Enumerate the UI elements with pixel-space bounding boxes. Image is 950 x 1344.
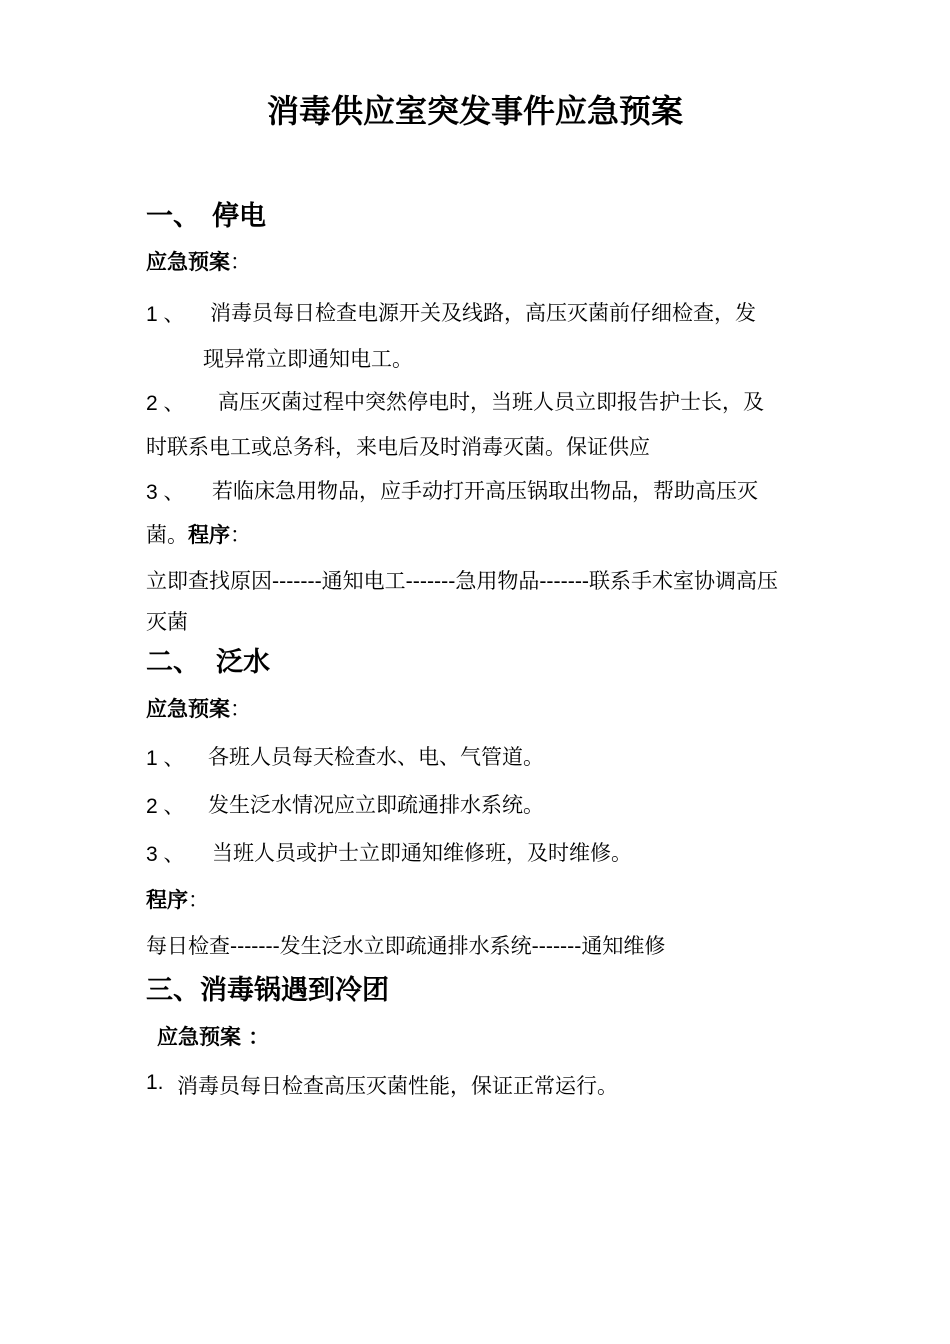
section-2-item-1-text: 各班人员每天检查水、电、气管道。 — [208, 745, 544, 769]
page-title: 消毒供应室突发事件应急预案 — [266, 92, 683, 130]
section-1-procedure-colon: ： — [230, 523, 251, 547]
section-1-heading: 停电 — [212, 201, 266, 232]
section-2-item-3-number: 3 、 — [146, 843, 185, 866]
section-1-item-3-line-2-text: 菌。 — [146, 523, 188, 547]
section-2-number: 二、 — [146, 647, 200, 678]
section-1-plan-label — [146, 246, 251, 276]
section-2-heading: 泛水 — [216, 647, 270, 678]
section-1-item-2-line-1: 高压灭菌过程中突然停电时，当班人员立即报告护士长，及 — [218, 390, 764, 414]
section-1-item-3-line-1: 若临床急用物品，应手动打开高压锅取出物品，帮助高压灭 — [212, 479, 758, 503]
section-3-plan-colon: ： — [241, 1025, 270, 1049]
section-2-plan-colon: ： — [230, 697, 251, 721]
section-1-item-2-line-2: 时联系电工或总务科，来电后及时消毒灭菌。保证供应 — [146, 435, 650, 459]
section-1-plan-label-text: 应急预案 — [146, 250, 230, 274]
section-3-plan-label-text: 应急预案 — [157, 1025, 241, 1049]
section-3-item-1-number: 1. — [146, 1071, 164, 1094]
section-3-plan-label — [157, 1021, 269, 1051]
section-2-procedure-label — [146, 884, 209, 914]
section-3-heading: 三、消毒锅遇到冷团 — [146, 975, 389, 1006]
section-2-plan-label-text: 应急预案 — [146, 697, 230, 721]
section-1-procedure-label: 程序 — [188, 523, 230, 547]
section-2-item-2-number: 2 、 — [146, 795, 185, 818]
section-1-plan-colon: ： — [230, 250, 251, 274]
section-1-item-1-number: 1 、 — [146, 303, 185, 326]
section-2-plan-label — [146, 693, 251, 723]
section-1-item-3-number: 3 、 — [146, 481, 185, 504]
section-2-procedure-colon: ： — [188, 888, 209, 912]
section-2-procedure: 每日检查-------发生泛水立即疏通排水系统-------通知维修 — [146, 934, 666, 958]
section-1-procedure-line-2: 灭菌 — [146, 610, 188, 634]
section-1-item-2-number: 2 、 — [146, 392, 185, 415]
section-1-procedure-line-1: 立即查找原因-------通知电工-------急用物品-------联系手术室协调高压 — [146, 569, 779, 593]
section-1-item-1-line-1: 消毒员每日检查电源开关及线路，高压灭菌前仔细检查，发 — [210, 301, 756, 325]
section-1-number: 一、 — [146, 201, 200, 232]
section-1-item-3-line-2 — [146, 519, 251, 549]
section-2-item-3-text: 当班人员或护士立即通知维修班，及时维修。 — [212, 841, 632, 865]
section-2-procedure-label-text: 程序 — [146, 888, 188, 912]
section-3-item-1-text: 消毒员每日检查高压灭菌性能，保证正常运行。 — [177, 1074, 618, 1098]
section-2-item-1-number: 1 、 — [146, 747, 185, 770]
section-1-item-1-line-2: 现异常立即通知电工。 — [203, 347, 413, 371]
section-2-item-2-text: 发生泛水情况应立即疏通排水系统。 — [208, 793, 544, 817]
